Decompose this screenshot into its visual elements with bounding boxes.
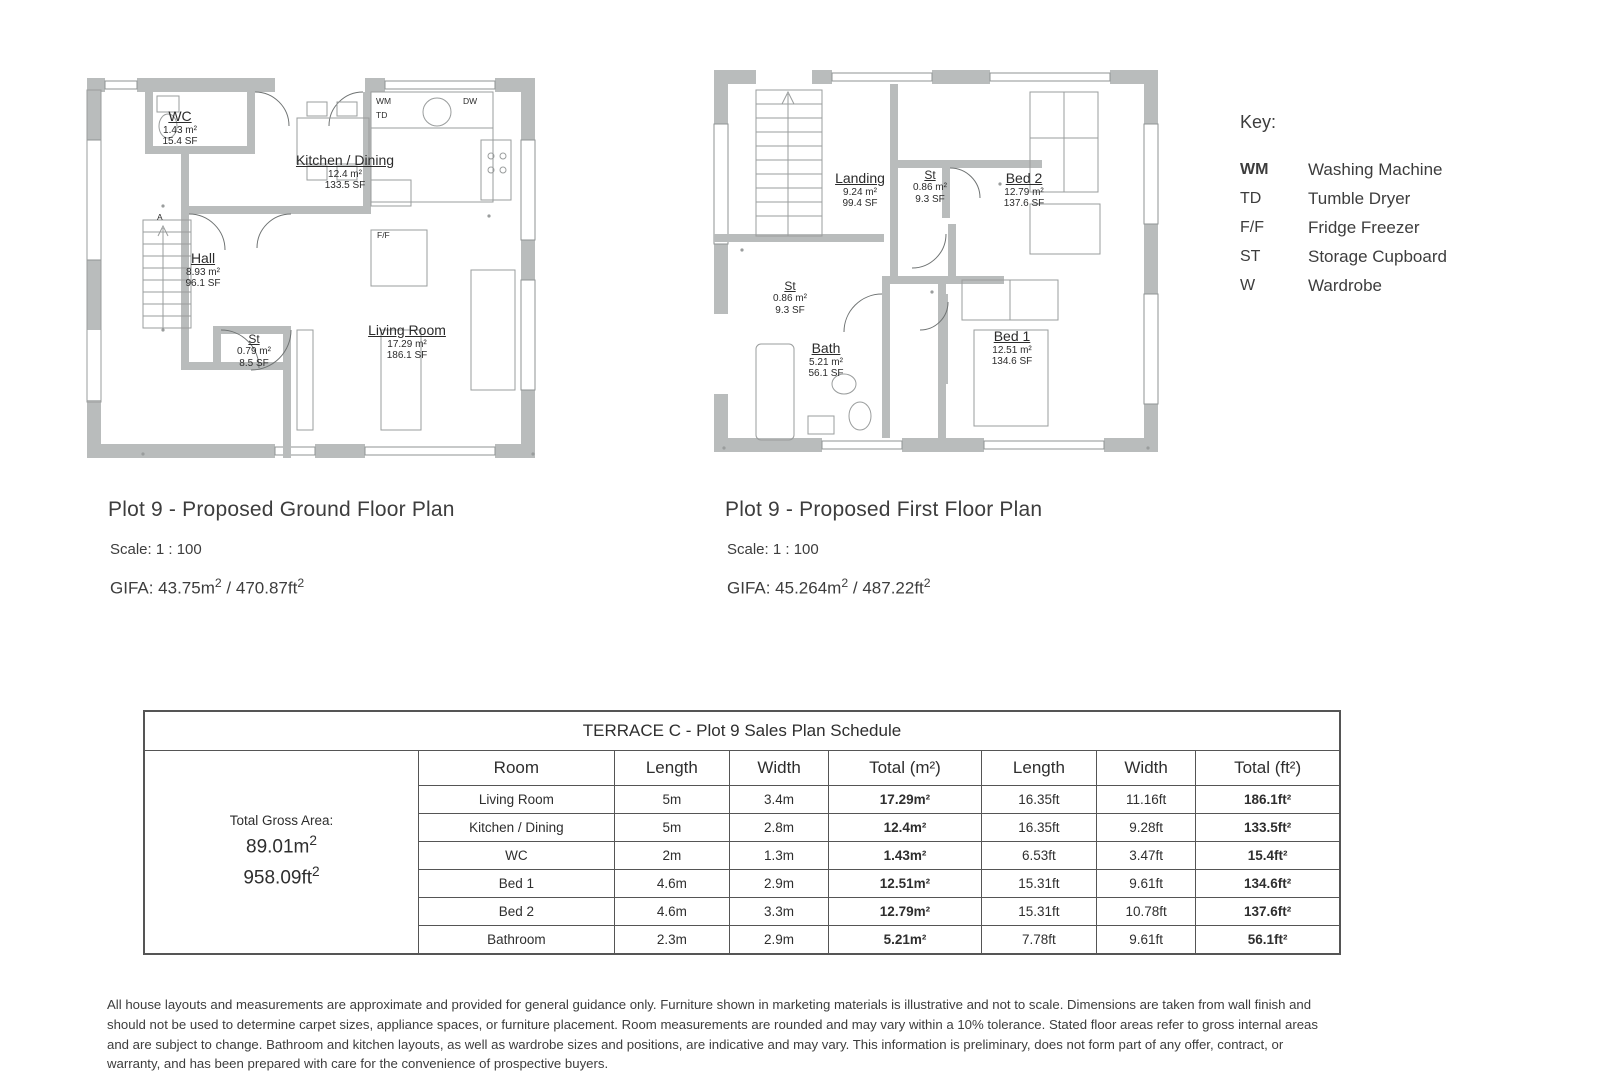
key-abbr-ff: F/F — [1240, 218, 1264, 236]
key-desc-wm: Washing Machine — [1308, 160, 1443, 179]
key-row-st — [1240, 246, 1447, 269]
cell-length-ft: 15.31ft — [981, 870, 1096, 898]
gross-area-metric: $89.01m^2$ — [246, 833, 317, 858]
key-abbr-st: ST — [1240, 247, 1261, 265]
schedule-title: TERRACE C - Plot 9 Sales Plan Schedule — [145, 712, 1340, 751]
key-desc-td: Tumble Dryer — [1308, 188, 1411, 208]
key-row-w — [1240, 275, 1447, 298]
col-width-ft: Width — [1097, 751, 1196, 786]
col-room: Room — [419, 751, 615, 786]
key-desc-st: Storage Cupboard — [1308, 246, 1447, 266]
first-floor-caption: Plot 9 - Proposed First Floor Plan — [725, 498, 1043, 521]
disclaimer-text: All house layouts and measurements are approximate and provided for general guidance only. Furniture shown in marketing materials is illustrative and not to scale. Dimensions are taken from wall finish and should not be used to determine carpet sizes, appliance spaces, or furniture placement. Room measurements are rounded and may vary within a 10% tolerance. Stated floor areas refer to gross internal areas and are subject to change. Bathroom and kitchen layouts, as well as wardrobe sizes and positions, are indicative and may vary. This information is preliminary, does not form part of any offer, contract, or warranty, and has been prepared with care for the convenience of prospective buyers. — [107, 997, 1318, 1072]
cell-width-ft: 9.61ft — [1097, 926, 1196, 954]
cell-width-ft: 9.61ft — [1097, 870, 1196, 898]
cell-room: Bed 2 — [419, 898, 615, 926]
sales-plan-schedule — [143, 710, 1341, 955]
stair-direction-tag: A — [157, 212, 163, 222]
cell-length-m: 5m — [614, 786, 729, 814]
schedule-header-row — [145, 751, 1340, 786]
schedule-title-row — [145, 712, 1340, 751]
room-label-bath: Bath 5.21 m² 56.1 SF — [808, 340, 844, 380]
gross-area-imperial-value: 958.09ft — [243, 867, 313, 889]
cell-width-m: 1.3m — [729, 842, 828, 870]
gross-area-metric-value: 89.01m — [246, 836, 310, 858]
legend-key — [1240, 112, 1447, 304]
schedule-table — [144, 711, 1340, 954]
cell-length-ft: 16.35ft — [981, 786, 1096, 814]
ground-gifa-imperial-sup: 2 — [297, 576, 305, 590]
cell-length-m: 2.3m — [614, 926, 729, 954]
cell-width-m: 2.9m — [729, 926, 828, 954]
ground-floor-gifa — [110, 576, 304, 599]
key-title: Key: — [1240, 112, 1277, 132]
ground-floor-scale: Scale: 1 : 100 — [110, 541, 202, 558]
room-label-kitchen-dining: Kitchen / Dining 12.4 m² 133.5 SF — [295, 152, 395, 192]
cell-width-ft: 10.78ft — [1097, 898, 1196, 926]
total-gross-area-cell — [145, 751, 419, 954]
ground-floor-plan-drawing — [85, 30, 555, 470]
cell-length-m: 4.6m — [614, 898, 729, 926]
cell-total-ft: 134.6ft² — [1196, 870, 1340, 898]
room-label-living-room: Living Room 17.29 m² 186.1 SF — [368, 322, 446, 362]
first-floor-gifa — [727, 576, 931, 599]
cell-width-ft: 11.16ft — [1097, 786, 1196, 814]
col-width-m: Width — [729, 751, 828, 786]
cell-total-ft: 15.4ft² — [1196, 842, 1340, 870]
cell-width-m: 2.9m — [729, 870, 828, 898]
cell-room: Living Room — [419, 786, 615, 814]
key-row-ff — [1240, 217, 1447, 240]
ground-gifa-imperial: / 470.87ft — [221, 578, 298, 598]
cell-room: Kitchen / Dining — [419, 814, 615, 842]
cell-total-m: 12.51m² — [829, 870, 982, 898]
appliance-tag-td: TD — [376, 110, 388, 120]
gross-area-imperial: $958.09ft^2$ — [243, 864, 320, 889]
first-floor-svg — [712, 64, 1160, 464]
cell-total-m: 12.79m² — [829, 898, 982, 926]
room-label-bed-1: Bed 1 12.51 m² 134.6 SF — [991, 328, 1033, 368]
first-floor-plan-drawing — [712, 64, 1160, 464]
first-gifa-imperial-sup: 2 — [923, 576, 931, 590]
col-length-m: Length — [614, 751, 729, 786]
ground-gifa-metric: GIFA: 43.75m — [110, 578, 215, 598]
appliance-tag-ff: F/F — [377, 230, 390, 240]
room-label-landing: Landing 9.24 m² 99.4 SF — [835, 170, 885, 210]
key-desc-ff: Fridge Freezer — [1308, 217, 1420, 237]
appliance-tag-dw: DW — [463, 96, 478, 106]
cell-total-m: 17.29m² — [829, 786, 982, 814]
cell-width-m: 3.3m — [729, 898, 828, 926]
cell-total-m: 5.21m² — [829, 926, 982, 954]
cell-total-m: 1.43m² — [829, 842, 982, 870]
cell-length-ft: 7.78ft — [981, 926, 1096, 954]
cell-length-ft: 15.31ft — [981, 898, 1096, 926]
col-total-ft: Total (ft²) — [1196, 751, 1340, 786]
cell-length-m: 5m — [614, 814, 729, 842]
col-length-ft: Length — [981, 751, 1096, 786]
key-row-td — [1240, 188, 1447, 211]
cell-width-m: 3.4m — [729, 786, 828, 814]
room-label-storage-lower: St 0.86 m² 9.3 SF — [773, 279, 807, 316]
gross-area-label: Total Gross Area: — [229, 813, 334, 829]
first-gifa-imperial: / 487.22ft — [848, 578, 924, 598]
appliance-tag-wm: WM — [376, 96, 392, 106]
cell-room: Bathroom — [419, 926, 615, 954]
cell-width-ft: 3.47ft — [1097, 842, 1196, 870]
key-abbr-wm: WM — [1240, 161, 1269, 178]
cell-total-ft: 186.1ft² — [1196, 786, 1340, 814]
room-label-storage-ground: St 0.79 m² 8.5 SF — [237, 332, 271, 369]
cell-total-ft: 137.6ft² — [1196, 898, 1340, 926]
cell-total-m: 12.4m² — [829, 814, 982, 842]
first-gifa-metric: GIFA: 45.264m — [727, 578, 842, 598]
room-label-bed-2: Bed 2 12.79 m² 137.6 SF — [1003, 170, 1045, 210]
cell-length-m: 4.6m — [614, 870, 729, 898]
cell-length-m: 2m — [614, 842, 729, 870]
ground-gifa-metric-sup: 2 — [214, 576, 222, 590]
cell-width-ft: 9.28ft — [1097, 814, 1196, 842]
cell-length-ft: 6.53ft — [981, 842, 1096, 870]
first-gifa-metric-sup: 2 — [841, 576, 849, 590]
col-total-m: Total (m²) — [829, 751, 982, 786]
key-abbr-w: W — [1240, 276, 1256, 294]
key-abbr-td: TD — [1240, 189, 1262, 207]
cell-room: WC — [419, 842, 615, 870]
room-label-storage-upper: St 0.86 m² 9.3 SF — [913, 168, 947, 205]
cell-room: Bed 1 — [419, 870, 615, 898]
key-row-wm — [1240, 159, 1447, 182]
cell-total-ft: 133.5ft² — [1196, 814, 1340, 842]
room-label-wc: WC 1.43 m² 15.4 SF — [162, 108, 198, 148]
room-label-hall: Hall 8.93 m² 96.1 SF — [185, 250, 221, 290]
cell-total-ft: 56.1ft² — [1196, 926, 1340, 954]
cell-length-ft: 16.35ft — [981, 814, 1096, 842]
first-floor-scale: Scale: 1 : 100 — [727, 541, 819, 558]
cell-width-m: 2.8m — [729, 814, 828, 842]
key-desc-w: Wardrobe — [1308, 275, 1383, 295]
ground-floor-caption: Plot 9 - Proposed Ground Floor Plan — [108, 498, 455, 521]
